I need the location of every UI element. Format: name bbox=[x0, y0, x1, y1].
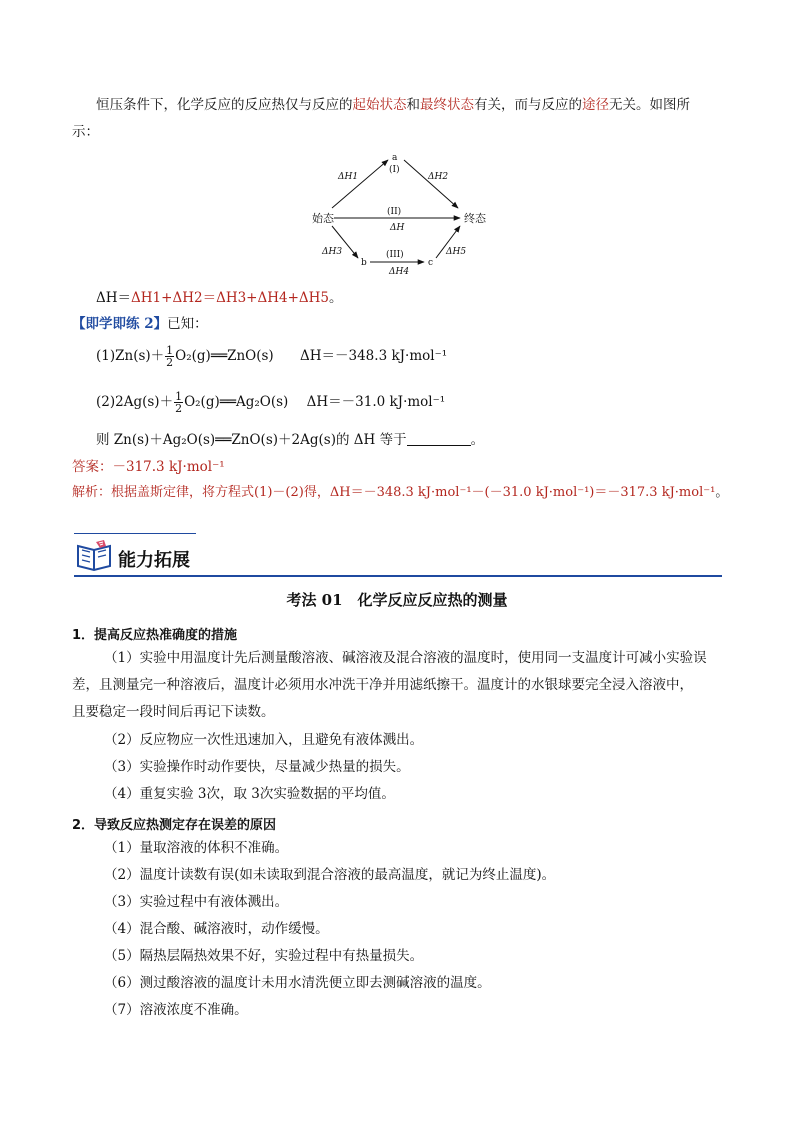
frac-den: 2 bbox=[166, 356, 174, 369]
part1-item1-line1: （1）实验中用温度计先后测量酸溶液、碱溶液及混合溶液的温度时，使用同一支温度计可减小实验误 bbox=[104, 650, 707, 666]
equation-2 bbox=[96, 390, 445, 414]
practice-header bbox=[72, 314, 208, 334]
node-a: a bbox=[392, 153, 398, 163]
eq1-left: (1)Zn(s)＋ bbox=[96, 348, 165, 364]
intro-line2: 示： bbox=[72, 124, 99, 140]
path-label-1: (I) bbox=[389, 165, 400, 175]
relation-rhs: ΔH1+ΔH2＝ΔH3+ΔH4+ΔH5 bbox=[131, 290, 330, 306]
answer-blank bbox=[407, 431, 471, 446]
frac-num: 1 bbox=[166, 344, 174, 357]
node-end: 终态 bbox=[464, 212, 486, 225]
label-dH4: ΔH4 bbox=[389, 267, 410, 277]
frac-num: 1 bbox=[175, 390, 183, 403]
part2-item3: （3）实验过程中有液体溅出。 bbox=[104, 894, 289, 910]
part2-item7: （7）溶液浓度不准确。 bbox=[104, 1002, 248, 1018]
term-final-state: 最终状态 bbox=[420, 97, 474, 113]
part1-item2: （2）反应物应一次性迅速加入，且避免有液体溅出。 bbox=[104, 732, 424, 748]
eq1-dh: ΔH＝－348.3 kJ·mol⁻¹ bbox=[299, 348, 448, 364]
answer-label: 答案： bbox=[72, 459, 113, 475]
relation-end: 。 bbox=[329, 290, 343, 306]
eq2-dh: ΔH＝－31.0 kJ·mol⁻¹ bbox=[306, 394, 446, 410]
label-dH5: ΔH5 bbox=[446, 247, 467, 257]
analysis-label: 解析： bbox=[72, 485, 112, 500]
analysis-text: 根据盖斯定律，将方程式(1)－(2)得， bbox=[111, 485, 330, 500]
label-dH3: ΔH3 bbox=[322, 247, 343, 257]
term-path: 途径 bbox=[582, 97, 609, 113]
part1-heading: 1．提高反应热准确度的措施 bbox=[72, 628, 238, 643]
analysis-end: 。 bbox=[715, 485, 729, 500]
arrow-a-to-end bbox=[404, 160, 458, 208]
intro-text: 恒压条件下，化学反应的反应热仅与反应的 bbox=[96, 97, 353, 113]
path-label-3: (III) bbox=[386, 250, 404, 260]
part2-item6: （6）测过酸溶液的温度计未用水清洗便立即去测碱溶液的温度。 bbox=[104, 975, 491, 991]
intro-text: 和 bbox=[406, 97, 420, 113]
part2-item1: （1）量取溶液的体积不准确。 bbox=[104, 840, 289, 856]
analysis-line bbox=[72, 483, 728, 503]
label-dH1: ΔH1 bbox=[338, 172, 359, 182]
practice-intro: 已知： bbox=[167, 316, 208, 332]
part1-item1-line3: 且要稳定一段时间后再记下读数。 bbox=[72, 704, 275, 720]
hess-relation bbox=[96, 288, 343, 308]
hess-law-diagram bbox=[300, 150, 500, 278]
fraction-half bbox=[165, 345, 174, 368]
label-dH: ΔH bbox=[390, 223, 405, 233]
part2-item2: （2）温度计读数有误(如未读取到混合溶液的最高温度，就记为终止温度)。 bbox=[104, 867, 556, 883]
question-end: 。 bbox=[470, 432, 485, 448]
equation-1 bbox=[96, 344, 447, 368]
eq2-left: (2)2Ag(s)＋ bbox=[96, 394, 174, 410]
path-label-2: (II) bbox=[387, 207, 402, 217]
eq2-right: O₂(g)══Ag₂O(s) bbox=[184, 394, 289, 410]
part2-item5: （5）隔热层隔热效果不好，实验过程中有热量损失。 bbox=[104, 948, 424, 964]
eq1-right: O₂(g)══ZnO(s) bbox=[175, 348, 274, 364]
part1-item3: （3）实验操作时动作要快，尽量减少热量的损失。 bbox=[104, 759, 410, 775]
term-initial-state: 起始状态 bbox=[352, 97, 407, 113]
part2-heading: 2．导致反应热测定存在误差的原因 bbox=[72, 818, 277, 833]
node-b: b bbox=[361, 258, 367, 268]
analysis-formula: ΔH＝－348.3 kJ·mol⁻¹－(－31.0 kJ·mol⁻¹)＝－317.3 kJ·mol⁻¹ bbox=[329, 485, 716, 500]
fraction-half bbox=[174, 391, 183, 414]
banner-top-rule bbox=[74, 533, 196, 534]
relation-lhs: ΔH＝ bbox=[96, 290, 132, 306]
banner-title: 能力拓展 bbox=[118, 550, 190, 571]
node-start: 始态 bbox=[312, 212, 334, 225]
intro-text: 无关。如图所 bbox=[609, 97, 690, 113]
part2-item4: （4）混合酸、碱溶液时，动作缓慢。 bbox=[104, 921, 329, 937]
practice-tag: 【即学即练 2】 bbox=[72, 316, 168, 332]
frac-den: 2 bbox=[175, 402, 183, 415]
arrow-start-to-a bbox=[332, 160, 388, 208]
question-text: 则 Zn(s)＋Ag₂O(s)══ZnO(s)＋2Ag(s)的 ΔH 等于 bbox=[96, 432, 407, 448]
open-book-icon bbox=[74, 538, 114, 572]
intro-paragraph bbox=[72, 92, 732, 119]
question-line bbox=[96, 430, 484, 450]
answer-line bbox=[72, 457, 225, 477]
node-c: c bbox=[428, 258, 434, 268]
method-title: 考法 01 化学反应反应热的测量 bbox=[286, 591, 508, 609]
part1-item1-line2: 差，且测量完一种溶液后，温度计必须用水冲洗干净并用滤纸擦干。温度计的水银球要完全浸入溶液中， bbox=[72, 677, 693, 693]
part1-item4: （4）重复实验 3次，取 3次实验数据的平均值。 bbox=[104, 786, 395, 802]
answer-value: －317.3 kJ·mol⁻¹ bbox=[112, 459, 225, 475]
intro-text: 有关，而与反应的 bbox=[474, 97, 582, 113]
label-dH2: ΔH2 bbox=[428, 172, 449, 182]
banner-bottom-rule bbox=[74, 575, 722, 577]
